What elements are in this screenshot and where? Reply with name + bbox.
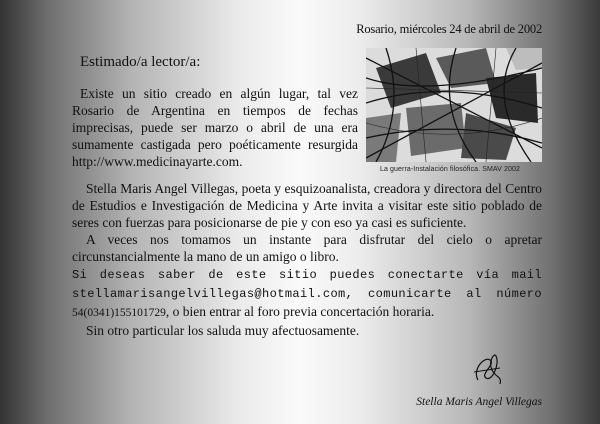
signature-name: Stella Maris Angel Villegas: [416, 396, 542, 408]
contact-mid: , comunicarte al número: [345, 287, 542, 301]
intro-paragraph: Existe un sitio creado en algún lugar, tal vez Rosario de Argentina en tiempos de fechas imprecisas, puede ser marzo o abril de una era sumamente castigada pero poéticamente resurgida http://www.medicinayarte.com.: [72, 86, 358, 169]
main-body: [72, 180, 542, 339]
letter-date: Rosario, miércoles 24 de abril de 2002: [356, 22, 542, 36]
photo-caption: La guerra-Instalación filosófica. SMAV 2002: [380, 166, 520, 173]
contact-phone: 54(0341)155101729: [72, 307, 166, 319]
contact-end: , o bien entrar al foro previa concertación horaria.: [165, 304, 435, 319]
paragraph-4: [72, 265, 542, 322]
greeting: Estimado/a lector/a:: [80, 54, 201, 70]
paragraph-5: Sin otro particular los saluda muy afectuosamente.: [86, 323, 360, 338]
contact-email[interactable]: stellamarisangelvillegas@hotmail.com: [72, 287, 346, 301]
paragraph-3: A veces nos tomamos un instante para disfrutar del cielo o apretar circunstancialmente la mano de un amigo o libro.: [72, 232, 542, 264]
contact-intro: Si deseas saber de este sitio puedes conectarte vía mail: [72, 268, 542, 282]
signature-mark: [470, 350, 506, 393]
paragraph-2: Stella Maris Angel Villegas, poeta y esquizoanalista, creadora y directora del Centro de Estudios e Investigación de Medicina y Arte invita a visitar este sitio poblado de seres con fuerzas para posicionarse de pie y con eso ya casi es suficiente.: [72, 181, 542, 230]
installation-photo: [366, 48, 542, 162]
